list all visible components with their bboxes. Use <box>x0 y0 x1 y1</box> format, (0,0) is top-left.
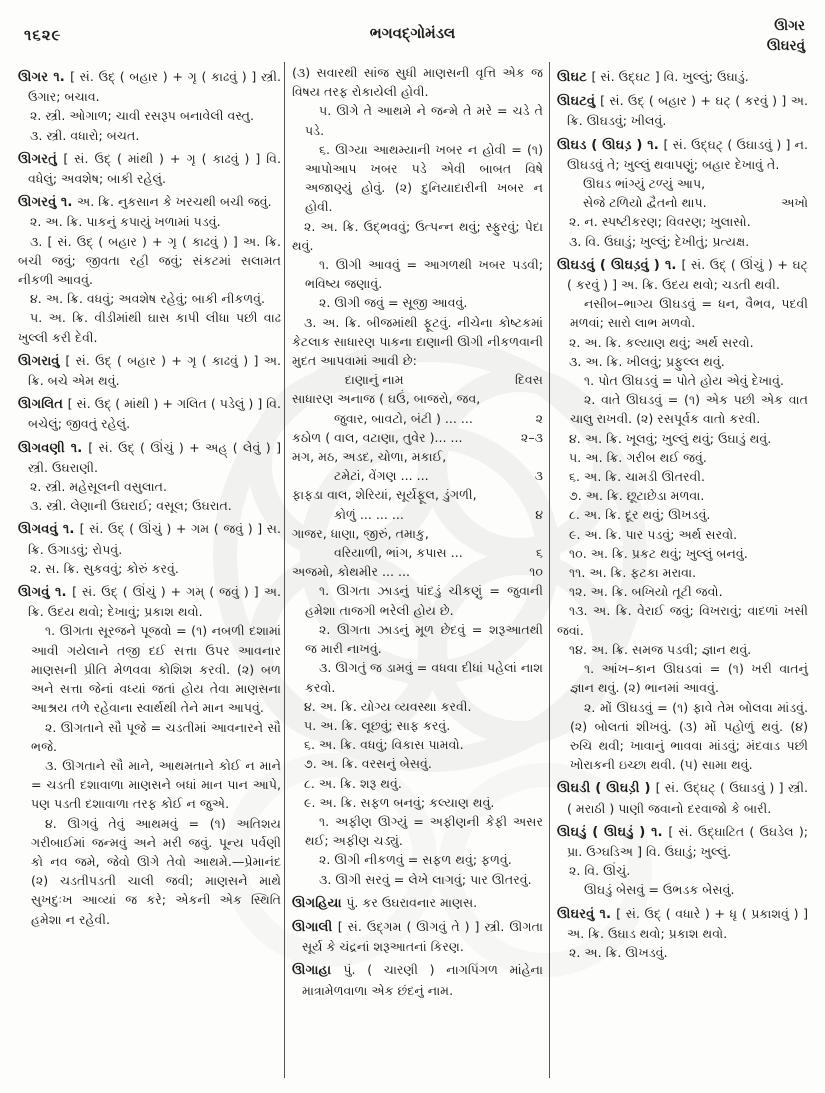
row-text: વરિયાળી, ભાંગ, કપાસ ... <box>334 545 463 561</box>
sense-line: ૭. અ. ક્રિ. વરસનું બેસવું. <box>304 756 432 772</box>
dictionary-entry: ઊગવું ૧. [ સં. ઉદ્ ( ઊંચું ) + ગમ્ ( જવું ) ] અ. ક્રિ. ઉદય થવો; દેખાવું; પ્રકાશ થવો. <box>18 584 281 620</box>
row-value: ૧૦ <box>529 564 543 580</box>
sense-line: ૧૨. અ. ક્રિ. બખિયો તૂટી જવો. <box>569 584 723 600</box>
row-text: મગ, મઠ, અડદ, ચોળા, મકાઈ, <box>292 449 447 465</box>
idiom-line: ૪. ઊગવું તેવું આથમવું = (૧) અતિશય ગરીબાઈમાં જન્મવું અને મરી જવું. પૂન્ય પર્વણી કો નવ જમે, જેવો ઊગે તેવો આથમે.—પ્રેમાનંદ (૨) ચડતીપડતી ચાલી જવી; માણસને માથે સુખદુઃખ આવ્યાં જ કરે; એકની એક સ્થિતિ હમેશા ન રહેવી. <box>31 815 281 927</box>
sense-line: ૫. અ. ક્રિ. લૂછવું; સાફ કરવું. <box>304 717 451 733</box>
text-column-2 <box>292 63 543 1000</box>
idiom-line: ૩. ઊગતું જ ડામવું = વધવા દીધાં પહેલાં નાશ કરવો. <box>305 660 543 695</box>
headword: ઊગવું ૧. <box>18 585 73 601</box>
sense-line: ૩. અ. ક્રિ. ખીલવું; પ્રફુલ્લ થવું. <box>569 353 725 369</box>
idiom-line: ૫. ઊગે તે આથમે ને જન્મે તે મરે = ચડે તે પડે. <box>305 103 543 138</box>
sense-line: ૨. સ. ક્રિ. સુકવવું; કોરું કરવું. <box>30 560 179 576</box>
page-number: ૧૬૨૯ <box>24 26 62 44</box>
idiom-line: ૧. ઊગી આવવું = આગળથી ખબર પડવી; ભવિષ્ય જણાવું. <box>305 257 543 292</box>
row-value: ૬ <box>535 545 543 561</box>
headword: ઊઘડું ( ઊઘડ઼ું ) ૧. <box>557 824 669 840</box>
headword: ઊગવણી ૧. <box>18 440 89 456</box>
row-value: ૨ <box>535 410 543 426</box>
table-row <box>292 409 543 428</box>
idiom-line: ૧. ઊગતા ઝાડનું પાંદડું ચીકણું = જુવાની હમેશા તાજગી ભરેલી હોય છે. <box>305 583 543 618</box>
sense-line: ૨. અ. ક્રિ. પાકનું કપાયું ખળામાં પડવું. <box>30 214 221 230</box>
idiom-line: ૧. પોત ઊઘડવું = પોતે હોય એવું દેખાવું. <box>584 373 784 389</box>
row-text: જુવાર, બાવટો, બંટી ) ... ... <box>334 410 473 426</box>
idiom-line: ૨. ઊગી જવું = સૂજી આવવું. <box>319 295 468 311</box>
verse-line <box>557 174 808 193</box>
row-text: સેજે ટળિયો દ્વૈતનો થાપ. <box>583 195 707 211</box>
sense-line: ૩. અ. ક્રિ. બીજમાંથી ફૂટવું. નીચેના કોષ્ટકમાં કેટલાક સાધારણ પાકના દાણાની ઊગી નીકળવાની મુદત આપવામાં આવી છે: <box>292 314 543 369</box>
row-value: ૪ <box>535 506 543 522</box>
sense-line: ૧૩. અ. ક્રિ. વેરાઈ જવું; વિખરાવું; વાદળાં ખસી જવાં. <box>557 603 808 638</box>
dictionary-entry: ઊગહિયા પું. કર ઉઘરાવનાર માણસ. <box>292 894 478 911</box>
sense-line: ૭. અ. ક્રિ. છૂટાછેડા મળવા. <box>569 488 705 504</box>
row-text: કઠોળ ( વાલ, વટાણા, તુવેર )... ... <box>292 429 463 445</box>
sense-line: ૪. અ. ક્રિ. વધવું; અવશેષ રહેવું; બાકી નીકળવું. <box>30 291 266 307</box>
dictionary-entry: ઊગલિત [ સં. ઉદ્ ( માંથી ) + ગલિત ( પડેલું ) ] વિ. બચેલું; જીવતું રહેલું. <box>18 396 281 432</box>
headword: ઊગહિયા <box>292 895 347 911</box>
row-value: ૨–૩ <box>520 429 543 445</box>
sense-line: ૧૦. અ. ક્રિ. પ્રકટ થવું; ખુલ્લું બનવું. <box>569 545 748 561</box>
sense-line: ૨. અ. ક્રિ. ઊખડવું. <box>569 944 668 960</box>
sense-line: ૫. અ. ક્રિ. વીડીમાંથી ઘાસ કાપી લીધા પછી વાઢ ખુલ્લી કરી દેવી. <box>18 310 281 345</box>
headword: ઊઘડી ( ઊઘડ઼ી ) <box>557 781 656 797</box>
sense-line: ૪. અ. ક્રિ. ખૂલવું; ખુલ્લું થવું; ઉઘાડું થવું. <box>569 430 772 446</box>
idiom-line: ૨. ઊગતા ઝાડનું મૂળ છેદવું = શરૂઆતથી જ મારી નાખવું. <box>305 621 543 657</box>
guide-word-last: ઊઘરવું <box>766 38 805 54</box>
dictionary-entry: ઊઘટ [ સં. ઉદ્ઘટ ] વિ. ખુલ્લું; ઉઘાડું. <box>557 69 749 85</box>
dictionary-entry: ઊઘડી ( ઊઘડ઼ી ) [ સં. ઉદ્ઘટ્ ( ઉઘાડવું ) ] સ્ત્રી. ( મરાઠી ) પાણી જવાનો દરવાજો કે બારી. <box>557 780 808 816</box>
sense-line: ૨. સ્ત્રી. મહેસૂલની વસુલાત. <box>30 479 167 495</box>
row-text: સાધારણ અનાજ ( ઘઉં, બાજરો, જવ, <box>292 391 481 407</box>
idiom-line: ૧. આંખ–કાન ઊઘડવાં = (૧) ખરી વાતનું જ્ઞાન થવું. (૨) ભાનમાં આવવું. <box>570 661 808 696</box>
text-column-3 <box>557 63 808 962</box>
sense-line: ૨. અ. ક્રિ. કલ્યાણ થવું; અર્થ સરવો. <box>569 334 754 350</box>
headword: ઊગાહા <box>292 963 344 979</box>
headword: ઊગરવું ૧. <box>18 195 77 211</box>
guide-words <box>767 16 805 56</box>
sense-line: ૯. અ. ક્રિ. પાર પડવું; અર્થ સરવો. <box>569 526 738 542</box>
dictionary-entry: ઊગવવું ૧. [ સં. ઉદ્ ( ઊંચું ) + ગમ ( જવું ) ] સ. ક્રિ. ઉગાડવું; રોપવું. <box>18 521 281 557</box>
table-row <box>292 505 543 524</box>
headword: ઊઘરવું ૧. <box>557 906 617 922</box>
idiom-line: નસીબ–ભાગ્ય ઊઘડવું = ધન, વૈભવ, પદવી મળવાં; સારો લાભ મળવો. <box>570 296 808 331</box>
idiom-line: ઊઘડું બેસવું = ઉભડક બેસવું. <box>584 882 735 898</box>
sense-line: ૪. અ. ક્રિ. યોગ્ય વ્યવસ્થા કરવી. <box>304 698 472 714</box>
dictionary-entry: ઊગાલી [ સં. ઉદ્ગમ ( ઊગવું તે ) ] સ્ત્રી. ઊગતા સૂર્ય કે ચંદ્રનાં શરૂઆતનાં કિરણ. <box>292 918 544 955</box>
guide-word-first: ઊગર <box>774 18 805 34</box>
idiom-line: ૩. ઊગતાને સૌ માને, આથમતાને કોઈ ન માને = ચડતી દશાવાળા માણસને બધાં માન પાન આપે, પણ પડતી દશાવાળા તરફ કોઈ ન જુએ. <box>31 757 281 812</box>
verse-author: અખો <box>781 195 808 211</box>
headword: ઊગર ૧. <box>18 70 71 85</box>
idiom-line: ૨. ઊગતાને સૌ પૂજે = ચડતીમાં આવનારને સૌ ભજે. <box>31 719 281 754</box>
sense-line: ૨. સ્ત્રી. ઓગાળ; ચાવી રસરૂપ બનાવેલી વસ્તુ. <box>30 108 254 124</box>
sense-line: ૨. ન. સ્પષ્ટીકરણ; વિવરણ; ખુલાસો. <box>569 214 751 230</box>
sense-line: ૮. અ. ક્રિ. દૂર થવું; ઊખડવું. <box>569 507 711 523</box>
table-row <box>292 428 543 447</box>
row-text: ઊઘડ ભાંગ્યું ટળ્યું આપ, <box>583 176 706 192</box>
sense-line: ૮. અ. ક્રિ. શરૂ થવું. <box>304 775 402 791</box>
dictionary-entry: ઊગરતું [ સં. ઉદ્ ( માંથી ) + ગૃ ( કાઢવું ) ] વિ. વધેલું; અવશેષ; બાકી રહેલું. <box>18 150 282 187</box>
table-row <box>292 485 543 504</box>
dictionary-entry: ઊઘડ ( ઊઘડ઼ ) ૧. [ સં. ઉદ્ઘટ્ ( ઉઘાડવું ) ] ન. ઊઘડવું તે; ખુલ્લું થવાપણું; બહાર દેખાવું તે. <box>557 136 808 172</box>
dictionary-entry: ઊઘડવું ( ઊઘડ઼વું ) ૧. [ સં. ઉદ્ ( ઊંચું ) + ઘટ્ ( કરવું ) ] અ. ક્રિ. ઉદય થવો; ચડતી થવી. <box>557 256 808 293</box>
continuation-line: (૩) સવારથી સાંજ સુધી માણસની વૃત્તિ એક જ વિષય તરફ રોકાયેલી હોવી. <box>292 65 543 100</box>
sense-line: ૩. સ્ત્રી. લેણાની ઉઘરાઈ; વસૂલ; ઉઘરાત. <box>30 498 232 514</box>
dictionary-entry: ઊગર ૧. [ સં. ઉદ્ ( બહાર ) + ગૃ ( કાઢવું ) ] સ્ત્રી. ઉગાર; બચાવ. <box>18 69 281 105</box>
table-row <box>292 543 543 562</box>
verse-line <box>557 193 808 212</box>
idiom-line: ૧. ઊગતા સૂરજને પૂજવો = (૧) નબળી દશામાં આવી ગયેલાને તજી દઈ સત્તા ઉપર આવનાર માણસની પ્રીતિ મેળવવા કોશિશ કરવી. (૨) બળ અને સત્તા જેનાં વધ્યાં જતાં હોય તેવા માણસના આશ્રય તળે રહેવાના સ્વાર્થથી તેને માન આપવું. <box>31 623 281 716</box>
headword: ઊઘડ ( ઊઘડ઼ ) ૧. <box>557 137 664 153</box>
sense-line: ૧૧. અ. ક્રિ. ફટકા મરાવા. <box>569 565 697 581</box>
row-text: ગાજર, ધાણા, જીરું, તમાકુ, <box>292 525 429 541</box>
dictionary-entry: ઊઘરવું ૧. [ સં. ઉદ્ ( વધારે ) + ધૃ ( પ્રકાશવું ) ] અ. ક્રિ. ઉઘાડ થવો; પ્રકાશ થવો. <box>557 905 809 941</box>
sense-line: ૬. અ. ક્રિ. વધવું; વિકાસ પામવો. <box>304 737 464 753</box>
headword: ઊગલિત <box>18 397 68 413</box>
idiom-line: ૨. ઊગી નીકળવું = સફળ થવું; ફળવું. <box>319 852 512 868</box>
headword: ઊગવવું ૧. <box>18 522 80 538</box>
sense-line: ૩. [ સં. ઉદ્ ( બહાર ) + ગૃ ( કાઢવું ) ] અ. ક્રિ. બચી જવું; જીવતા રહી જવું; સંકટમાં સલામત નીકળી આવવું. <box>18 233 281 288</box>
row-text: ટમેટાં, વેંગણ ... ... <box>334 468 429 484</box>
row-value: દિવસ <box>515 372 543 388</box>
sense-line: ૩. સ્ત્રી. વધારો; બચત. <box>30 127 140 143</box>
row-value: ૩ <box>534 468 543 484</box>
headword: ઊઘડવું ( ઊઘડ઼વું ) ૧. <box>557 257 682 273</box>
dictionary-entry: ઊગાહા પું. ( ચારણી ) નાગપિંગળ માંહેના માત્રામેળવાળા એક છંદનું નામ. <box>292 962 543 998</box>
headword: ઊગાલી <box>292 919 338 935</box>
idiom-line: ૬. ઊગ્યા આથમ્યાની ખબર ન હોવી = (૧) આપોઆપ ખબર પડે એવી બાબત વિષે અજાણ્યું હોવું. (૨) દુનિયાદારીની ખબર ન હોવી. <box>305 141 543 215</box>
dictionary-entry: ઊગવણી ૧. [ સં. ઉદ્ ( ઊંચું ) + અહ્ ( લેવું ) ] સ્ત્રી. ઉઘરાણી. <box>18 439 281 475</box>
sense-line: ૬. અ. ક્રિ. ચામડી ઊતરવી. <box>569 469 705 485</box>
dictionary-entry: ઊઘડું ( ઊઘડ઼ું ) ૧. [ સં. ઉદ્ઘાટિત ( ઉઘડેલ ); પ્રા. ઉગ્ઘડિઅ ] વિ. ઉઘાડું; ખુલ્લું. <box>557 823 808 859</box>
sense-line: ૨. વિ. ઊંચું. <box>569 863 631 879</box>
row-text: અજમો, કોથમીર ... ... <box>292 564 410 580</box>
table-row <box>292 562 543 581</box>
headword: ઊગરતું <box>18 151 64 167</box>
sense-line: ૨. અ. ક્રિ. ઉદ્ભવવું; ઉત્પન્ન થવું; સ્ફુરવું; પેદા થવું. <box>292 218 543 253</box>
dictionary-entry: ઊઘટવું [ સં. ઉદ્ ( બહાર ) + ઘટ્ ( કરવું ) ] અ. ક્રિ. ઊઘડવું; ખીલવું. <box>557 93 808 129</box>
sense-line: ૩. વિ. ઉઘાડું; ખુલ્લું; દેખીતું; પ્રત્યક્ષ. <box>569 233 750 249</box>
idiom-line: ૩. ઊગી સરવું = લેખે લાગવું; પાર ઊતરવું. <box>319 871 532 887</box>
row-text: કોળું ... ... ... <box>334 506 404 522</box>
table-row <box>292 524 543 543</box>
headword: ઊઘટવું <box>557 94 601 110</box>
text-column-1 <box>18 63 281 929</box>
book-title: ભગવદ્ગોમંડલ <box>369 24 456 42</box>
headword: ઊગરાવું <box>18 353 66 369</box>
idiom-line: ૨. મોં ઊઘડવું = (૧) ફાવે તેમ બોલવા માંડવું. (૨) બોલતાં શીખવું. (૩) મોં પહોળું થવું. (૪) રુચિ થવી; ખાવાનું ભાવવા માંડવું; મંદવાડ પછી ખોરાકની ઇચ્છા થવી. (૫) સામા થવું. <box>570 699 808 773</box>
table-row <box>292 447 543 466</box>
sense-line: ૯. અ. ક્રિ. સફળ બનવું; કલ્યાણ થવું. <box>304 794 495 810</box>
table-row <box>292 466 543 485</box>
idiom-line: ૨. વાતે ઊઘડવું = (૧) એક પછી એક વાત ચાલુ રાખવી. (૨) રસપૂર્વક વાતો કરવી. <box>570 392 808 427</box>
headword: ઊઘટ <box>557 70 592 85</box>
column-divider <box>549 62 550 1078</box>
table-header-row <box>292 370 543 389</box>
column-divider <box>284 62 285 1078</box>
sense-line: ૫. અ. ક્રિ. ગરીબ થઈ જવું. <box>569 449 707 465</box>
idiom-line: ૧. અફીણ ઊગ્યું = અફીણની કેફી અસર થઈ; અફીણ ચડ્યું. <box>305 813 543 849</box>
row-text: ફાફડા વાલ, શેરિયાં, સૂર્યફૂલ, ડુંગળી, <box>292 487 477 503</box>
dictionary-entry: ઊગરવું ૧. અ. ક્રિ. નુકસાન કે ખરચથી બચી જવું. <box>18 194 272 211</box>
sense-line: ૧૪. અ. ક્રિ. સમજ પડવી; જ્ઞાન થવું. <box>569 641 752 657</box>
dictionary-entry: ઊગરાવું [ સં. ઉદ્ ( બહાર ) + ગૃ ( કાઢવું ) ] અ. ક્રિ. બચે એમ થવું. <box>18 352 281 389</box>
row-text: દાણાનું નામ <box>344 372 404 388</box>
table-row <box>292 389 543 408</box>
